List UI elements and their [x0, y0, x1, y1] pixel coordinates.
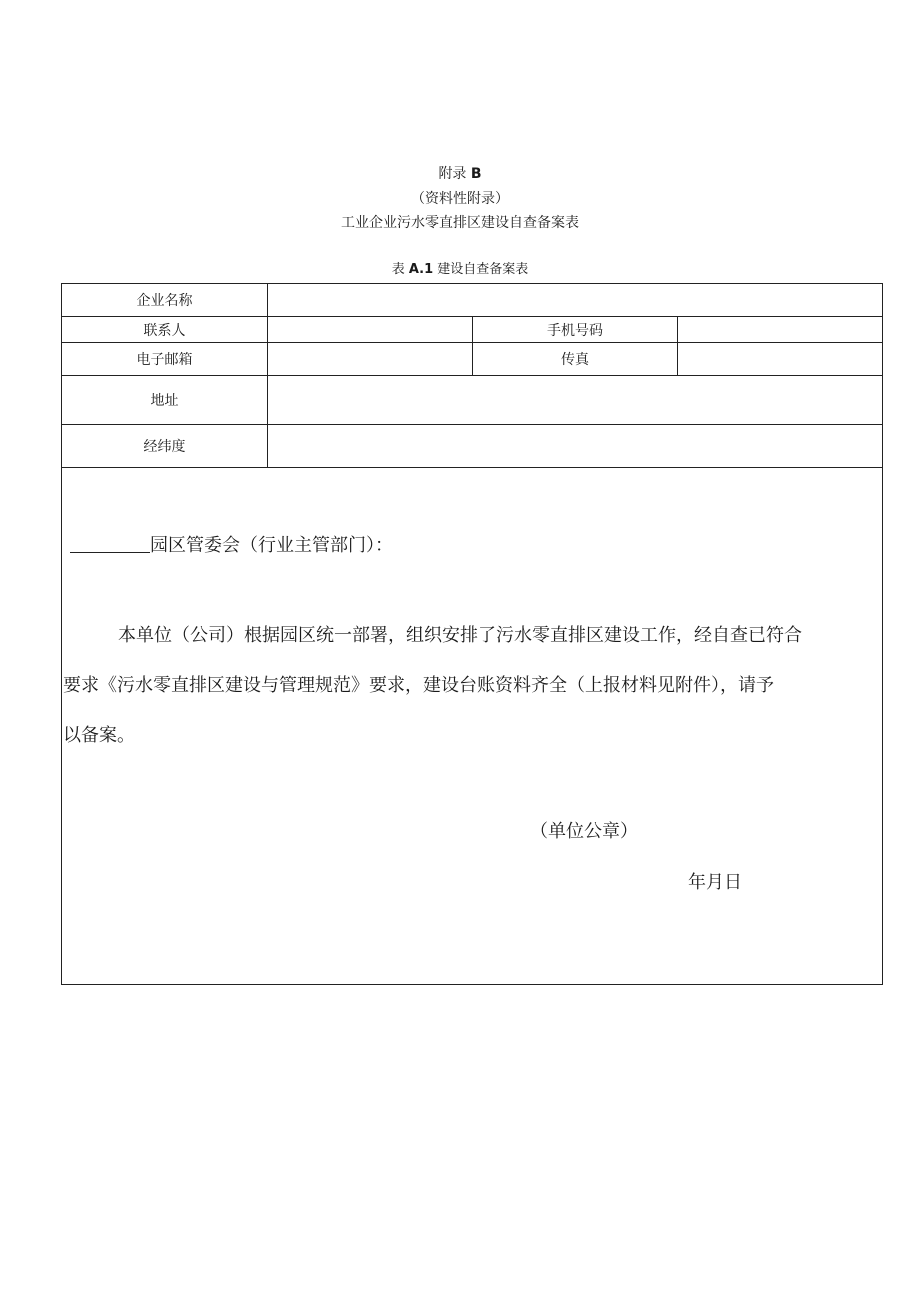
- coordinates-value[interactable]: [268, 425, 882, 467]
- park-name-blank[interactable]: [70, 532, 150, 553]
- contact-person-label: 联系人: [143, 322, 186, 339]
- email-value[interactable]: [268, 343, 472, 375]
- table-label-number: A.1: [408, 262, 434, 277]
- address-label: 地址: [150, 393, 179, 409]
- table-label-name: 建设自查备案表: [437, 262, 529, 277]
- coordinates-label: 经纬度: [143, 439, 186, 455]
- table-label: [0, 262, 920, 278]
- appendix-title-letter: B: [470, 166, 482, 182]
- date-label: 年月日: [688, 872, 742, 893]
- form-main-title: 工业企业污水零直排区建设自查备案表: [341, 215, 579, 231]
- mobile-value[interactable]: [678, 317, 882, 342]
- table-label-prefix: 表: [391, 262, 405, 277]
- letter-paragraph-line-3: 以备案。: [63, 725, 135, 746]
- letter-paragraph-line-1: 本单位（公司）根据园区统一部署，组织安排了污水零直排区建设工作，经自查已符合: [118, 625, 802, 646]
- row-divider: [62, 467, 882, 468]
- seal-label: （单位公章）: [530, 821, 638, 842]
- appendix-title-prefix: 附录: [438, 166, 467, 182]
- address-value[interactable]: [268, 376, 882, 424]
- letter-paragraph-line-2: 要求《污水零直排区建设与管理规范》要求，建设台账资料齐全（上报材料见附件），请予: [63, 675, 774, 696]
- company-name-value[interactable]: [268, 284, 882, 316]
- mobile-label: 手机号码: [547, 322, 603, 339]
- fax-label: 传真: [561, 352, 589, 368]
- email-label: 电子邮箱: [136, 352, 193, 368]
- appendix-title: [0, 165, 920, 183]
- company-name-label: 企业名称: [136, 293, 193, 309]
- appendix-subtitle: （资料性附录）: [411, 191, 509, 207]
- contact-person-value[interactable]: [268, 317, 472, 342]
- addressee-text: 园区管委会（行业主管部门）：: [150, 535, 393, 556]
- fax-value[interactable]: [678, 343, 882, 375]
- letter-addressee: [70, 532, 393, 558]
